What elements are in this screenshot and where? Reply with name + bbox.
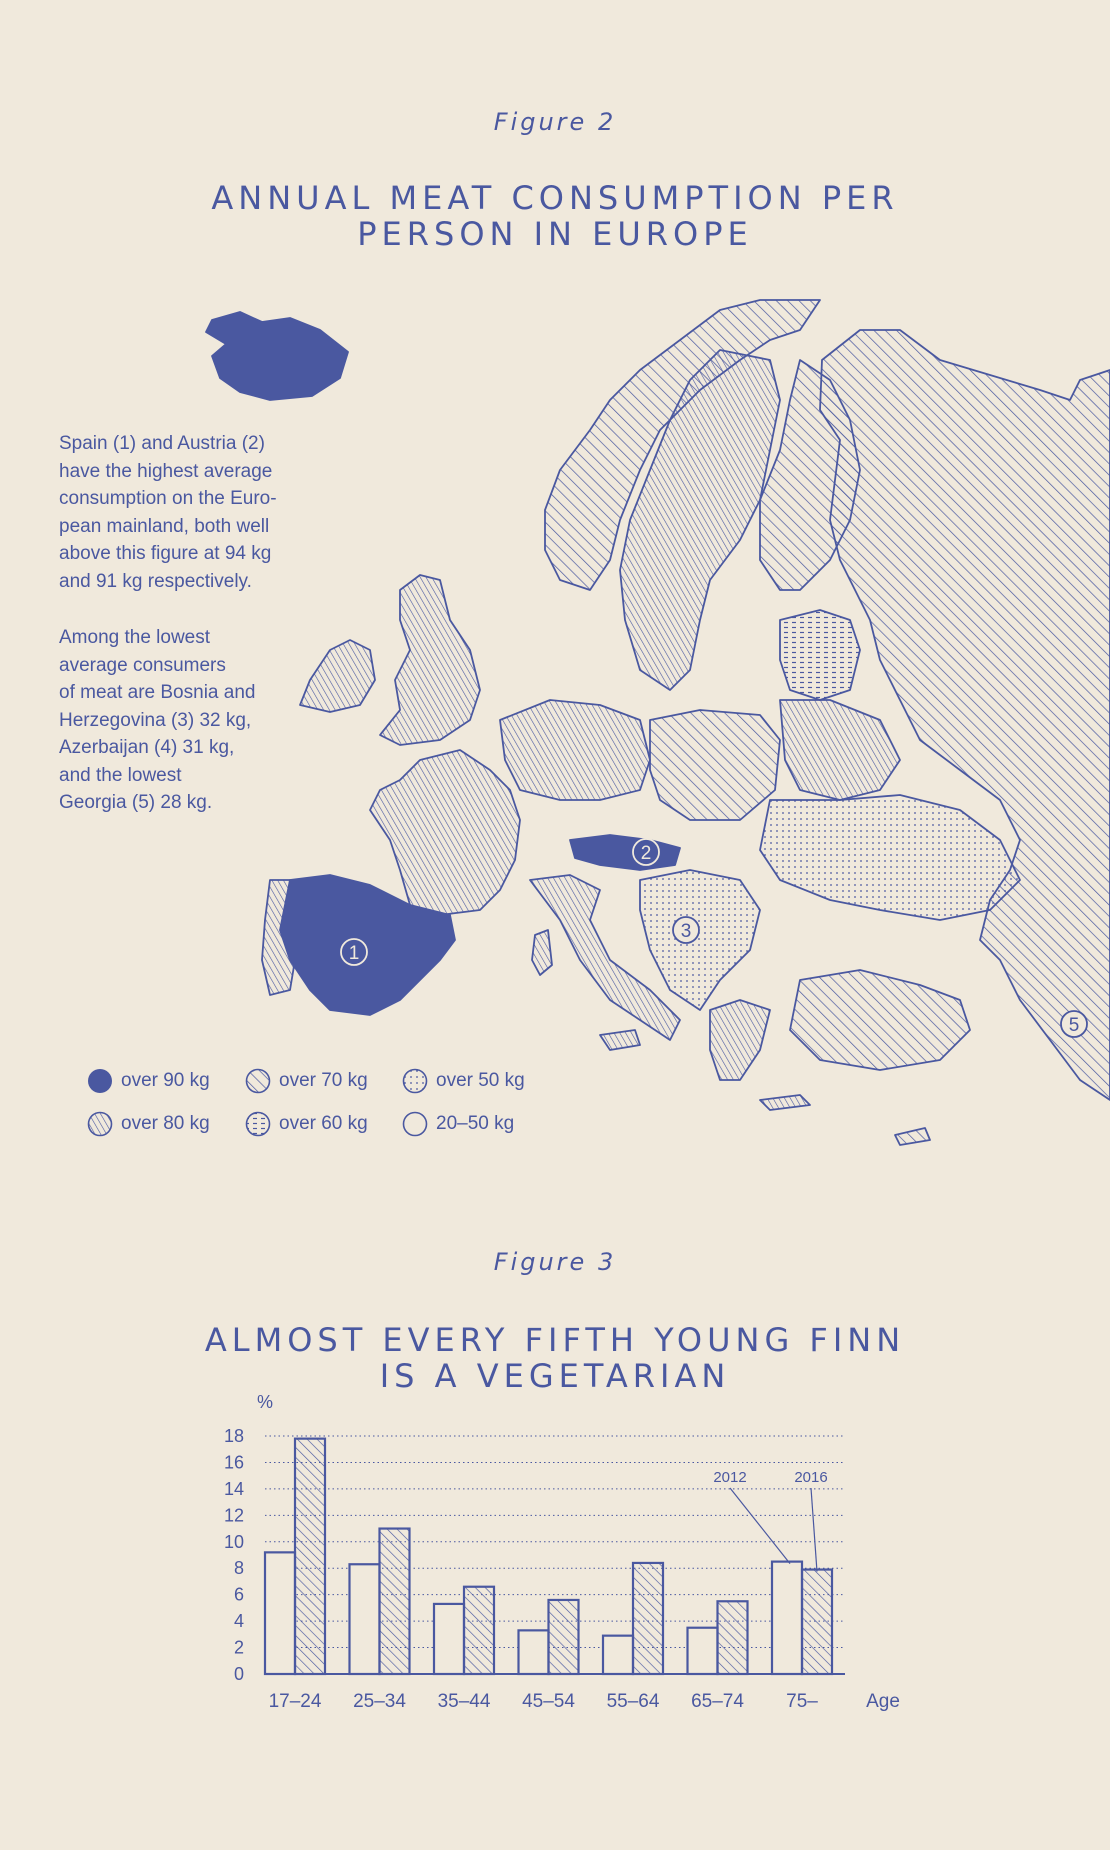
bar-2016: [295, 1439, 325, 1674]
series-label-2012: 2012: [713, 1469, 747, 1486]
figure2-label: Figure 2: [493, 108, 617, 136]
figure2-title-line1: ANNUAL MEAT CONSUMPTION PER: [211, 179, 899, 217]
x-axis-label: Age: [866, 1691, 900, 1712]
bar-2016: [633, 1563, 663, 1674]
bar-2016: [380, 1529, 410, 1674]
bar-2016: [802, 1570, 832, 1674]
legend-dashes-icon: [245, 1111, 271, 1137]
legend-label: over 60 kg: [279, 1113, 368, 1134]
legend-label: 20–50 kg: [436, 1113, 515, 1134]
bar-2016: [718, 1601, 748, 1674]
map-central: [500, 700, 650, 800]
legend-item-over-70: [245, 1066, 368, 1096]
legend-empty-icon: [402, 1111, 428, 1137]
bar-2012: [519, 1630, 549, 1674]
map-austria: [570, 835, 680, 870]
map-greece: [710, 1000, 770, 1080]
y-tick-label: 18: [223, 1426, 244, 1446]
legend-item-over-90: [87, 1066, 210, 1096]
legend-dense-diagonal-icon: [87, 1111, 113, 1137]
marker-3: 3: [680, 921, 692, 942]
y-tick-label: 0: [233, 1664, 244, 1684]
note2-line: Georgia (5) 28 kg.: [59, 792, 213, 813]
note1-line: have the highest average: [59, 460, 273, 482]
bar-chart: [0, 1380, 1110, 1720]
y-tick-label: 10: [223, 1531, 244, 1552]
bar-2012: [688, 1628, 718, 1674]
y-tick-label: 4: [233, 1611, 244, 1632]
x-tick-label: 65–74: [691, 1691, 744, 1712]
y-tick-label: 8: [233, 1558, 244, 1579]
map-note-1: [59, 430, 319, 595]
note1-line: consumption on the Euro-: [59, 488, 277, 509]
map-balkans: [640, 870, 760, 1010]
legend-solid-icon: [87, 1068, 113, 1094]
note2-line: of meat are Bosnia and: [59, 682, 256, 703]
legend-item-over-60: [245, 1109, 368, 1139]
legend-label: over 50 kg: [436, 1070, 525, 1091]
annotation-line-2012: [730, 1488, 790, 1564]
figure3-title-line2: IS A VEGETARIAN: [379, 1357, 731, 1395]
y-tick-label: 14: [223, 1478, 244, 1499]
marker-1: 1: [348, 943, 360, 964]
series-label-2016: 2016: [794, 1469, 828, 1486]
map-baltics: [780, 610, 860, 700]
x-tick-label: 45–54: [522, 1691, 575, 1712]
annotation-line-2016: [811, 1488, 817, 1572]
legend-item-over-80: [87, 1109, 210, 1139]
x-tick-label: 75–: [786, 1691, 818, 1712]
y-tick-label: 12: [223, 1505, 244, 1526]
map-iceland: [206, 312, 348, 400]
y-axis-label: %: [256, 1392, 274, 1412]
legend-item-20-50: [402, 1109, 514, 1139]
figure2-title: [0, 180, 1110, 252]
map-sicily: [600, 1030, 640, 1050]
x-tick-label: 55–64: [606, 1691, 660, 1712]
legend-item-over-50: [402, 1066, 525, 1096]
legend-diagonal-icon: [245, 1068, 271, 1094]
marker-2: 2: [640, 843, 652, 864]
y-tick-label: 16: [223, 1452, 244, 1473]
bar-2016: [464, 1587, 494, 1674]
bar-2012: [772, 1562, 802, 1674]
map-belarus: [780, 700, 900, 800]
marker-5: 5: [1068, 1015, 1080, 1036]
note1-line: pean mainland, both well: [59, 515, 270, 537]
note1-line: above this figure at 94 kg: [59, 543, 272, 564]
note2-line: Herzegovina (3) 32 kg,: [59, 709, 252, 731]
bar-2012: [350, 1564, 380, 1674]
note2-line: Azerbaijan (4) 31 kg,: [59, 737, 235, 758]
note2-line: Among the lowest: [59, 627, 211, 648]
x-tick-label: 17–24: [268, 1691, 322, 1712]
map-france: [370, 750, 520, 915]
map-uk: [380, 575, 480, 745]
map-poland: [650, 710, 780, 820]
map-sardinia: [532, 930, 552, 975]
note2-line: and the lowest: [59, 764, 182, 786]
legend-dots-icon: [402, 1068, 428, 1094]
figure2-title-line2: PERSON IN EUROPE: [357, 215, 753, 253]
y-tick-label: 6: [233, 1584, 244, 1605]
x-tick-label: 35–44: [437, 1691, 491, 1712]
note1-line: Spain (1) and Austria (2): [59, 433, 265, 454]
x-tick-label: 25–34: [353, 1691, 406, 1712]
map-ukraine: [760, 795, 1020, 920]
bar-2012: [603, 1636, 633, 1674]
y-tick-label: 2: [233, 1637, 244, 1658]
map-turkey: [790, 970, 970, 1070]
bar-2012: [265, 1552, 295, 1674]
note2-line: average consumers: [59, 654, 226, 676]
figure3-label: Figure 3: [493, 1248, 617, 1276]
legend-label: over 80 kg: [121, 1113, 210, 1134]
bar-2012: [434, 1604, 464, 1674]
figure3-title-line1: ALMOST EVERY FIFTH YOUNG FINN: [204, 1321, 906, 1359]
note1-line: and 91 kg respectively.: [59, 570, 252, 592]
map-crete: [760, 1095, 810, 1110]
map-note-2: [59, 624, 319, 817]
legend-label: over 70 kg: [279, 1070, 368, 1091]
legend-label: over 90 kg: [121, 1070, 210, 1091]
map-cyprus: [895, 1128, 930, 1145]
bar-2016: [549, 1600, 579, 1674]
